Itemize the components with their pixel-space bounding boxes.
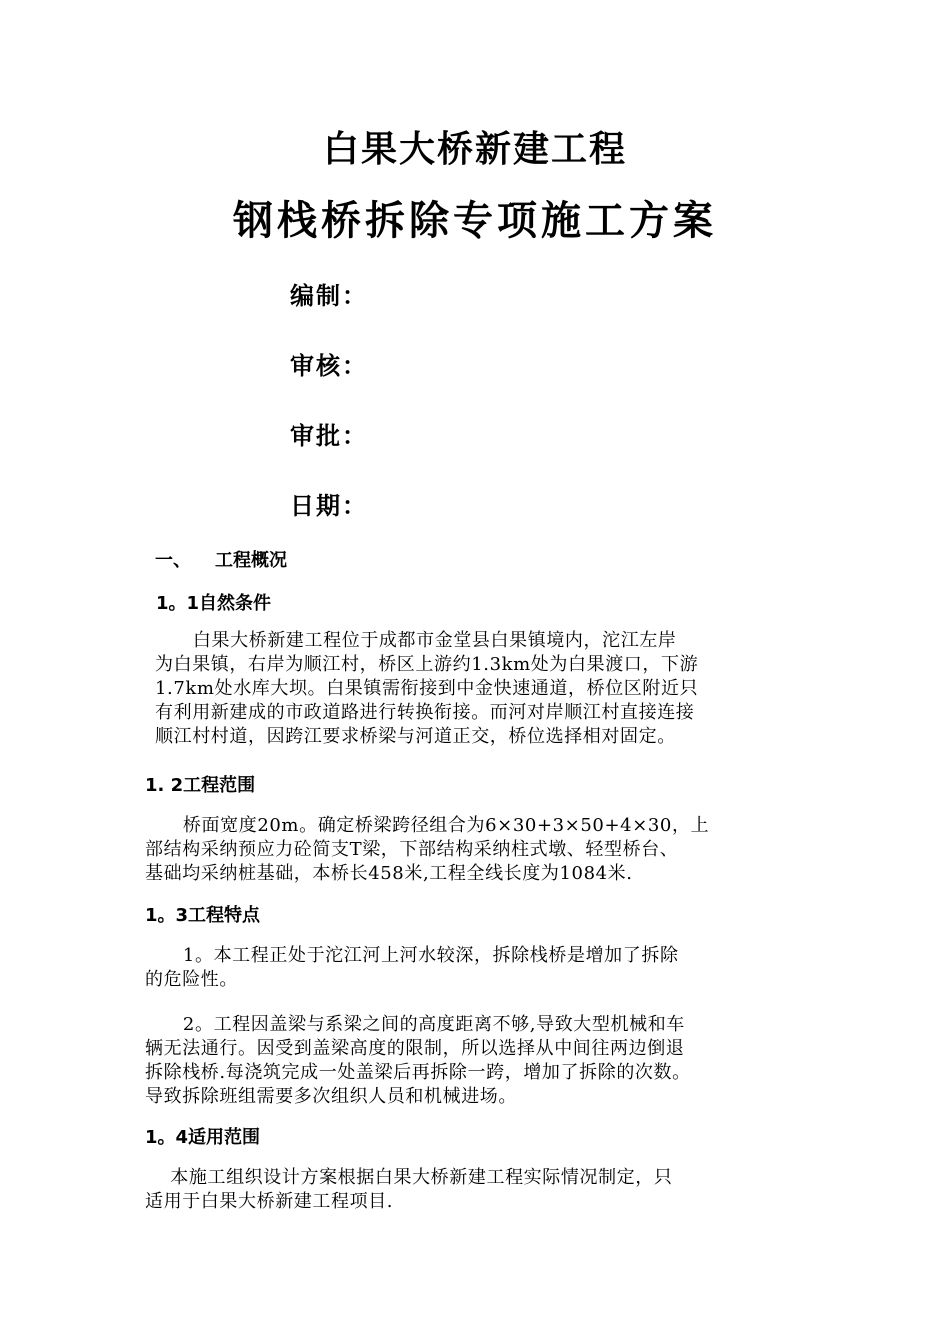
text-line: 白果大桥新建工程位于成都市金堂县白果镇境内，沱江左岸 xyxy=(155,630,677,651)
subsection-heading-natural-conditions: 1。1自然条件 xyxy=(156,593,272,614)
text-line: 顺江村村道，因跨江要求桥梁与河道正交，桥位选择相对固定。 xyxy=(155,726,676,747)
paragraph-project-scope xyxy=(145,814,805,886)
paragraph-natural-conditions xyxy=(155,629,805,749)
paragraph-feature-1 xyxy=(145,944,805,992)
text-line: 本施工组织设计方案根据白果大桥新建工程实际情况制定，只 xyxy=(145,1167,673,1188)
text-line: 1.7km处水库大坝。白果镇需衔接到中金快速通道，桥位区附近只 xyxy=(155,678,699,699)
text-line: 拆除栈桥.每浇筑完成一处盖梁后再拆除一跨，增加了拆除的次数。 xyxy=(145,1062,691,1083)
subsection-heading-applicable-scope: 1。4适用范围 xyxy=(145,1127,261,1148)
document-title: 白果大桥新建工程 xyxy=(322,129,627,170)
text-line: 的危险性。 xyxy=(145,969,238,990)
text-line: 2。工程因盖梁与系梁之间的高度距离不够,导致大型机械和车 xyxy=(145,1014,685,1035)
text-line: 1。本工程正处于沱江河上河水较深，拆除栈桥是增加了拆除 xyxy=(145,945,679,966)
section-heading: 工程概况 xyxy=(215,550,287,571)
signature-date: 日期： xyxy=(290,492,368,520)
subsection-heading-project-scope: 1. 2工程范围 xyxy=(145,775,256,796)
paragraph-applicable-scope xyxy=(145,1166,805,1214)
text-line: 适用于白果大桥新建工程项目. xyxy=(145,1191,394,1212)
text-line: 有利用新建成的市政道路进行转换衔接。而河对岸顺江村直接连接 xyxy=(155,702,695,723)
paragraph-feature-2 xyxy=(145,1013,805,1109)
signature-approved-by: 审批： xyxy=(290,422,368,450)
text-line: 辆无法通行。因受到盖梁高度的限制，所以选择从中间往两边倒退 xyxy=(145,1038,685,1059)
text-line: 部结构采纳预应力砼简支T梁，下部结构采纳柱式墩、轻型桥台、 xyxy=(145,839,679,860)
signature-compiled-by: 编制： xyxy=(290,282,368,310)
text-line: 为白果镇，右岸为顺江村，桥区上游约1.3km处为白果渡口，下游 xyxy=(155,654,699,675)
text-line: 桥面宽度20m。确定桥梁跨径组合为6×30+3×50+4×30，上 xyxy=(145,815,710,836)
text-line: 导致拆除班组需要多次组织人员和机械进场。 xyxy=(145,1086,517,1107)
section-number: 一、 xyxy=(155,550,191,571)
signature-reviewed-by: 审核： xyxy=(290,352,368,380)
document-subtitle: 钢栈桥拆除专项施工方案 xyxy=(233,198,717,244)
subsection-heading-project-features: 1。3工程特点 xyxy=(145,905,261,926)
text-line: 基础均采纳桩基础，本桥长458米,工程全线长度为1084米. xyxy=(145,863,633,884)
